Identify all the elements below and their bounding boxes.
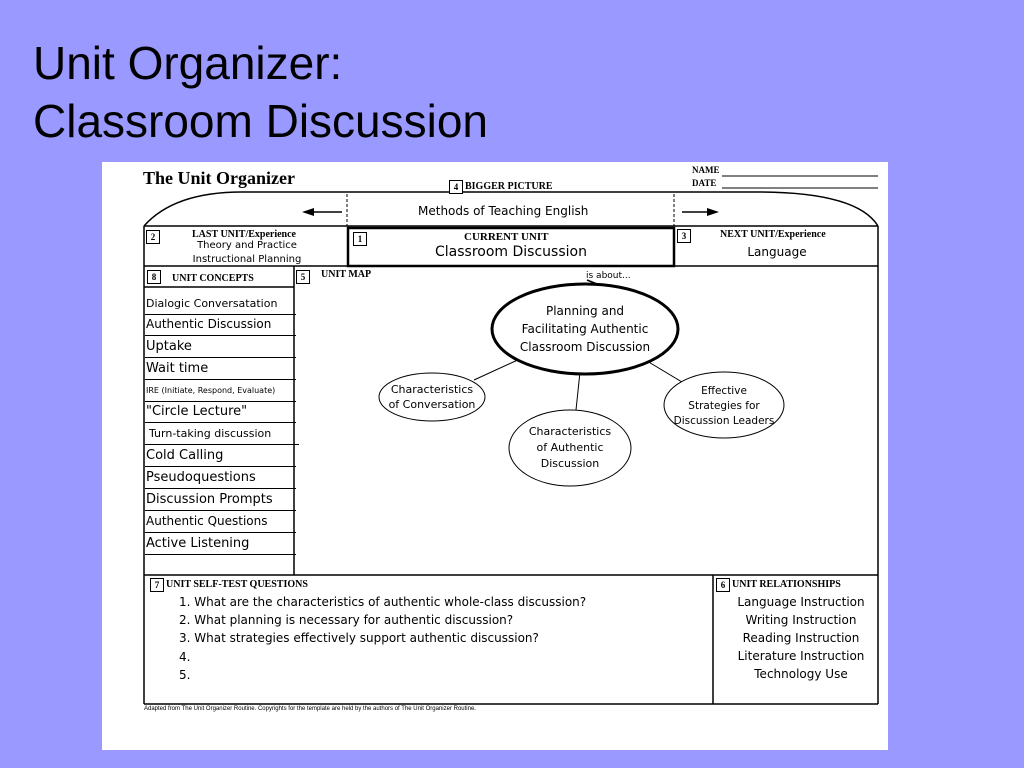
self-test-question: 2. What planning is necessary for authentic discussion? xyxy=(179,613,514,627)
self-test-question: 4. xyxy=(179,650,191,664)
relationship-item: Literature Instruction xyxy=(737,649,865,663)
map-right-line: Effective xyxy=(701,385,747,397)
name-label: NAME xyxy=(692,165,720,175)
unit-map-number: 5 xyxy=(296,270,310,284)
current-unit-value: Classroom Discussion xyxy=(435,244,587,260)
map-center-line: Classroom Discussion xyxy=(519,340,651,354)
unit-concepts-number: 8 xyxy=(147,270,161,284)
map-center-node xyxy=(502,302,668,356)
map-left-node xyxy=(382,382,482,412)
concept-item: "Circle Lecture" xyxy=(145,401,296,423)
bigger-picture-number: 4 xyxy=(449,180,463,194)
concept-item: Turn-taking discussion xyxy=(145,423,299,445)
concept-item: Discussion Prompts xyxy=(145,489,296,511)
concept-item: Pseudoquestions xyxy=(145,467,296,489)
map-middle-line: Discussion xyxy=(540,457,600,470)
next-unit-label: NEXT UNIT/Experience xyxy=(720,229,826,240)
map-left-line: of Conversation xyxy=(388,398,476,411)
unit-concepts-label: UNIT CONCEPTS xyxy=(172,273,254,284)
current-unit-label: CURRENT UNIT xyxy=(464,231,549,243)
next-unit-number: 3 xyxy=(677,229,691,243)
last-unit-number: 2 xyxy=(146,230,160,244)
unit-map-label: UNIT MAP xyxy=(321,269,372,280)
map-middle-line: Characteristics xyxy=(528,425,612,438)
relationship-item: Reading Instruction xyxy=(742,631,860,645)
relationship-item: Technology Use xyxy=(754,667,848,681)
last-unit-label: LAST UNIT/Experience xyxy=(192,229,296,240)
concept-item: Active Listening xyxy=(145,533,296,555)
self-test-question: 5. xyxy=(179,668,191,682)
organizer-heading: The Unit Organizer xyxy=(143,168,295,188)
self-test-label: UNIT SELF-TEST QUESTIONS xyxy=(166,579,308,590)
concept-item: Authentic Questions xyxy=(145,511,296,533)
concept-item: Wait time xyxy=(145,358,296,380)
map-right-line: Strategies for xyxy=(688,400,760,412)
last-unit-value-line-2: Instructional Planning xyxy=(192,254,302,265)
relationship-item: Writing Instruction xyxy=(745,613,857,627)
self-test-number: 7 xyxy=(150,578,164,592)
relationship-item: Language Instruction xyxy=(737,595,865,609)
map-middle-line: of Authentic xyxy=(536,441,604,454)
concept-item: Uptake xyxy=(145,336,296,358)
map-center-line: Planning and xyxy=(545,304,625,318)
last-unit-value-line-1: Theory and Practice xyxy=(197,240,297,251)
date-label: DATE xyxy=(692,178,717,188)
bigger-picture-value: Methods of Teaching English xyxy=(418,204,589,218)
next-unit-value: Language xyxy=(747,245,807,259)
unit-organizer-sheet xyxy=(102,162,888,750)
map-center-line: Facilitating Authentic xyxy=(521,322,649,336)
map-right-node xyxy=(668,384,780,429)
concept-item: Authentic Discussion xyxy=(145,314,296,336)
current-unit-number: 1 xyxy=(353,232,367,246)
concept-item: Cold Calling xyxy=(145,445,296,467)
map-left-line: Characteristics xyxy=(390,383,474,396)
concept-item: Dialogic Conversatation xyxy=(145,293,296,315)
bigger-picture-label: BIGGER PICTURE xyxy=(465,181,553,192)
map-middle-node xyxy=(512,424,628,472)
slide-title xyxy=(33,34,488,150)
relationships-number: 6 xyxy=(716,578,730,592)
is-about-label: is about... xyxy=(586,271,631,281)
slide-title-line-1: Unit Organizer: xyxy=(33,37,343,89)
slide-title-line-2: Classroom Discussion xyxy=(33,95,489,147)
relationships-label: UNIT RELATIONSHIPS xyxy=(732,579,841,590)
self-test-question: 3. What strategies effectively support authentic discussion? xyxy=(179,631,539,645)
copyright-footer: Adapted from The Unit Organizer Routine. Copyrights for the template are held by the authors of The Unit Organizer Routine. xyxy=(144,706,476,712)
concept-item: IRE (Initiate, Respond, Evaluate) xyxy=(145,380,296,402)
map-right-line: Discussion Leaders xyxy=(673,415,775,427)
self-test-question: 1. What are the characteristics of authentic whole-class discussion? xyxy=(179,595,587,609)
